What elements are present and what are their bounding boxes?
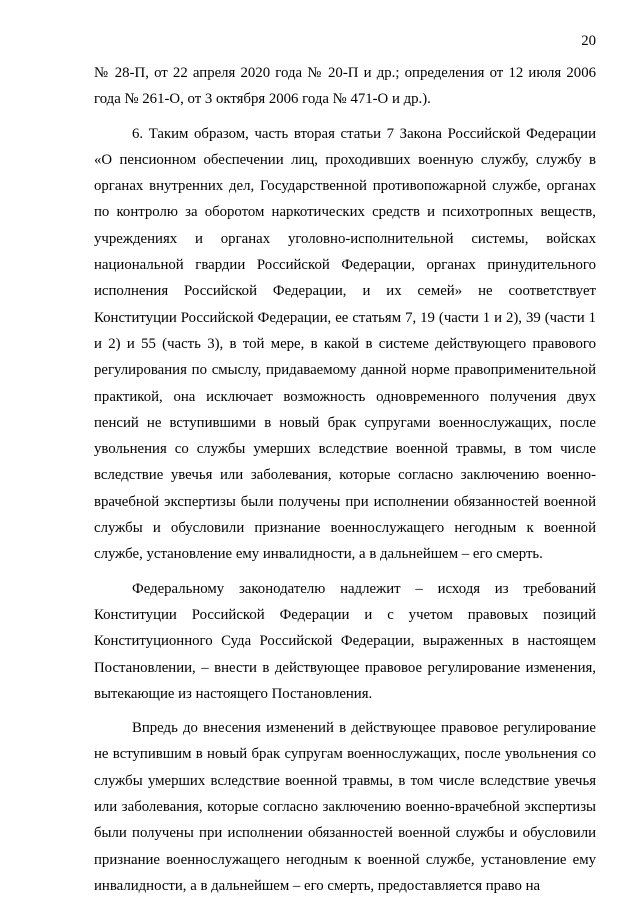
paragraph-continuation: № 28-П, от 22 апреля 2020 года № 20-П и др.; определения от 12 июля 2006 года № 261-О, от 3 октября 2006 года № 471-О и др.). — [94, 65, 596, 108]
paragraph-legislator-duty: Федеральному законодателю надлежит – исходя из требований Конституции Российской Федерации и с учетом правовых позиций Конституционного Суда Российской Федерации, выраженных в настоящем Постановлении, – внести в действующее правовое регулирование изменения, вытекающие из настоящего Постановления. — [94, 580, 596, 702]
document-body — [94, 60, 596, 899]
paragraph-interim-rule: Впредь до внесения изменений в действующее правовое регулирование не вступившим в новый брак супругам военнослужащих, после увольнения со службы умерших вследствие военной травмы, в том числе вследствие увечья или заболевания, которые согласно заключению военно-врачебной экспертизы были получены при исполнении обязанностей военной службы и обусловили признание военнослужащего негодным к военной службе, установление ему инвалидности, а в дальнейшем – его смерть, предоставляется право на — [94, 720, 596, 894]
page-number: 20 — [581, 33, 596, 49]
paragraph-section-6: 6. Таким образом, часть вторая статьи 7 Закона Российской Федерации «О пенсионном обеспечении лиц, проходивших военную службу, службу в органах внутренних дел, Государственной противопожарной службе, органах по контролю за оборотом наркотических средств и психотропных веществ, учреждениях и органах уголовно-исполнительной системы, войсках национальной гвардии Российской Федерации, органах принудительного исполнения Российской Федерации, и их семей» не соответствует Конституции Российской Федерации, ее статьям 7, 19 (части 1 и 2), 39 (части 1 и 2) и 55 (часть 3), в той мере, в какой в системе действующего правового регулирования по смыслу, придаваемому данной норме правоприменительной практикой, она исключает возможность одновременного получения двух пенсий не вступившими в новый брак супругами военнослужащих, после увольнения со службы умерших вследствие военной травмы, в том числе вследствие увечья или заболевания, которые согласно заключению военно-врачебной экспертизы были получены при исполнении обязанностей военной службы и обусловили признание военнослужащего негодным к военной службе, установление ему инвалидности, а в дальнейшем – его смерть. — [94, 125, 596, 563]
